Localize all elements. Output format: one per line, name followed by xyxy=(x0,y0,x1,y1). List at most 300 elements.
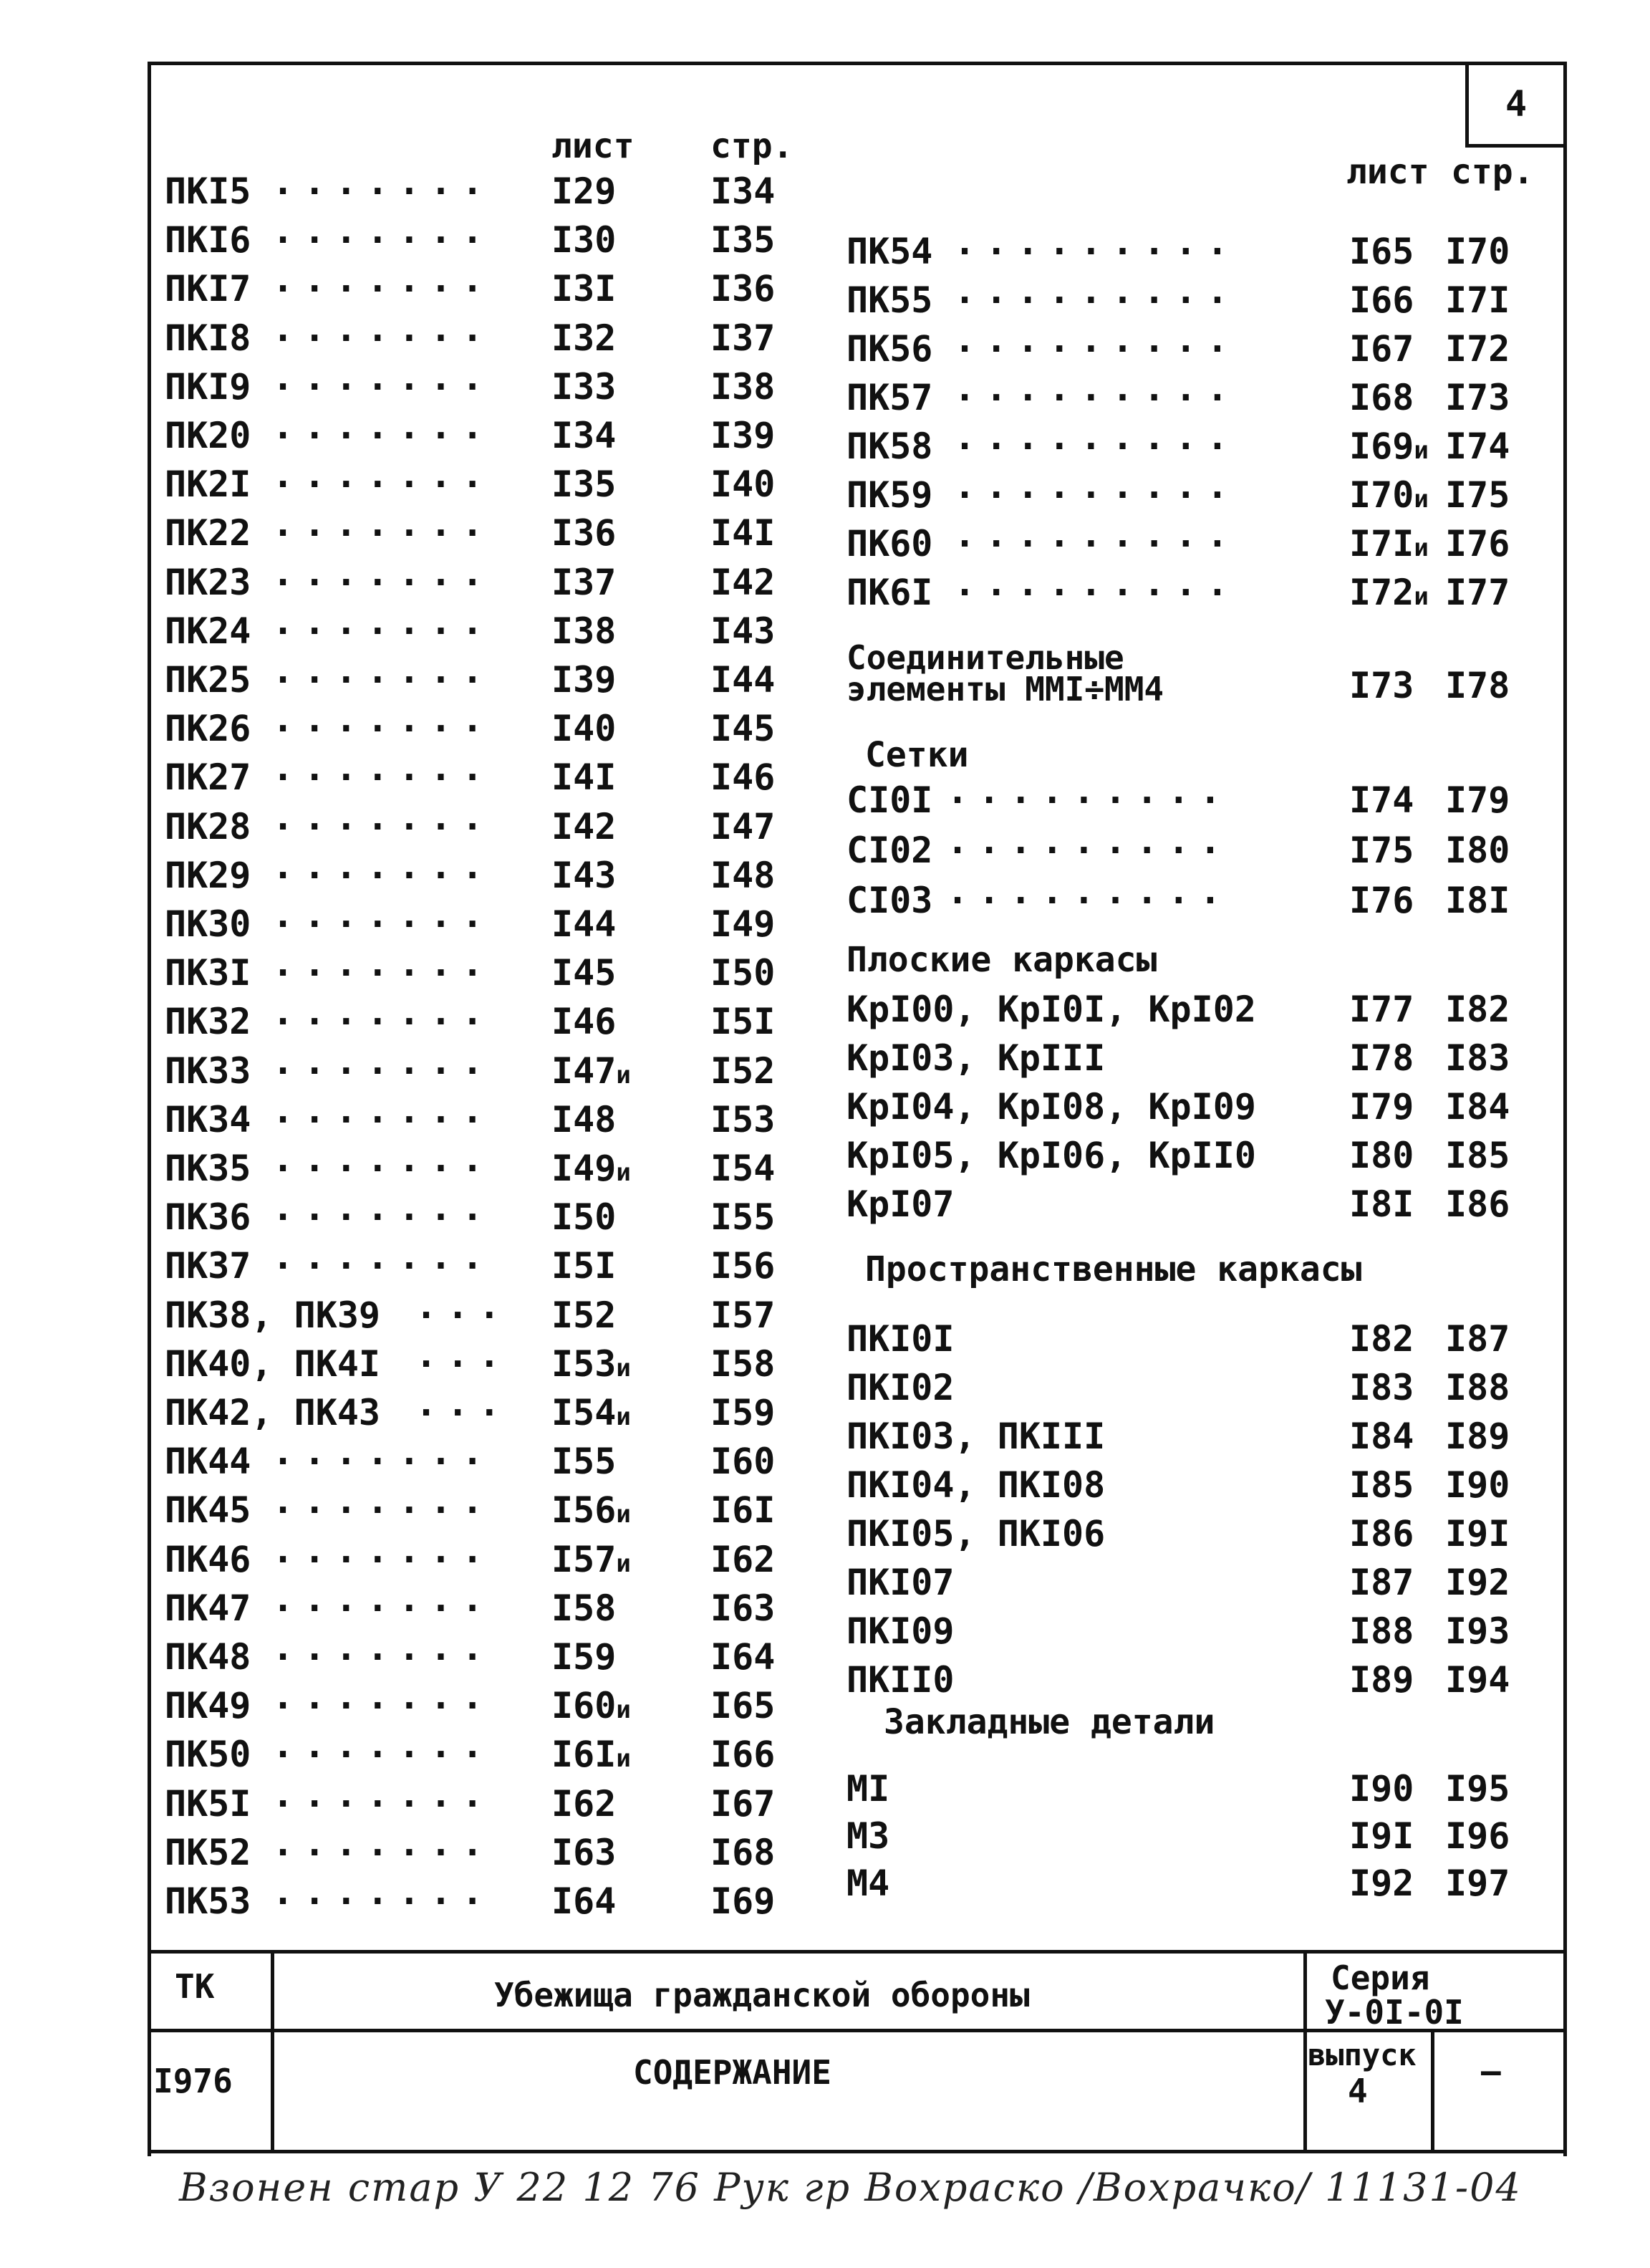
list-item xyxy=(846,1416,1563,1460)
sheet-suffix: и xyxy=(616,1060,631,1090)
item-sheet xyxy=(1349,1562,1414,1603)
item-sheet xyxy=(551,1245,616,1287)
dot-leaders: ······· xyxy=(272,365,493,408)
item-sheet xyxy=(551,708,616,749)
item-label: ПКI03, ПКIII xyxy=(846,1416,1106,1457)
sheet-suffix: и xyxy=(1414,485,1429,514)
sheet-number: I76 xyxy=(1349,880,1414,921)
dot-leaders: ······· xyxy=(272,708,493,750)
document-title: Убежища гражданской обороны xyxy=(494,1976,1030,2014)
item-sheet xyxy=(551,1587,616,1629)
sheet-suffix: и xyxy=(616,1158,631,1187)
list-item xyxy=(165,756,809,801)
item-sheet xyxy=(1349,474,1429,516)
list-item xyxy=(846,279,1563,324)
list-item xyxy=(165,268,809,312)
sheet-number: I92 xyxy=(1349,1863,1414,1904)
sheet-number: I48 xyxy=(551,1098,617,1140)
dot-leaders: ··· xyxy=(415,1342,511,1385)
item-label: ПК59 xyxy=(846,474,933,516)
sheet-number: I69 xyxy=(1349,426,1414,467)
item-page: I45 xyxy=(710,708,776,750)
item-label: ПК42, ПК43 xyxy=(165,1392,381,1433)
list-item xyxy=(165,1343,809,1388)
list-item xyxy=(846,1318,1563,1363)
sheet-number: I8I xyxy=(1349,1183,1414,1225)
item-page: I55 xyxy=(710,1196,776,1239)
sheet-number: I88 xyxy=(1349,1610,1414,1652)
list-item xyxy=(165,1832,809,1876)
item-sheet xyxy=(551,463,616,505)
item-sheet xyxy=(1349,989,1414,1030)
item-label: ПК29 xyxy=(165,854,251,896)
section-embedded-parts: Закладные детали xyxy=(884,1702,1215,1742)
item-label: ПК46 xyxy=(165,1538,251,1580)
list-item xyxy=(846,328,1563,373)
item-page: I65 xyxy=(710,1685,776,1727)
item-page: I46 xyxy=(710,756,776,799)
dot-leaders: ······· xyxy=(272,1880,493,1922)
dot-leaders: ······· xyxy=(272,1538,493,1580)
item-label: ПК53 xyxy=(165,1880,251,1922)
sheet-dash: – xyxy=(1481,2052,1501,2090)
list-item xyxy=(846,1367,1563,1411)
item-sheet xyxy=(1349,1086,1414,1128)
sheet-number: I30 xyxy=(551,219,617,261)
item-label: ПК55 xyxy=(846,279,933,321)
item-page: I97 xyxy=(1445,1863,1510,1904)
dot-leaders: ········· xyxy=(954,474,1238,516)
item-label: ПК58 xyxy=(846,426,933,467)
dot-leaders: ········· xyxy=(954,523,1238,564)
right-page-header: стр. xyxy=(1451,152,1534,192)
sheet-number: I38 xyxy=(551,610,617,652)
connecting-elements-row xyxy=(0,665,1650,709)
item-sheet xyxy=(551,903,616,945)
item-sheet xyxy=(551,1783,616,1825)
list-item xyxy=(165,1685,809,1729)
sheet-suffix: и xyxy=(1414,534,1429,562)
sheet-number: I6I xyxy=(551,1734,617,1776)
item-page: I7I xyxy=(1445,279,1510,321)
item-page: I76 xyxy=(1445,523,1510,564)
item-sheet xyxy=(551,170,616,212)
item-page: I37 xyxy=(710,317,776,359)
dot-leaders: ······· xyxy=(272,317,493,359)
dot-leaders: ······· xyxy=(272,805,493,847)
item-label: ПК22 xyxy=(165,512,251,554)
item-label: ПКI8 xyxy=(165,317,251,359)
list-item xyxy=(846,1863,1563,1907)
sheet-number: I34 xyxy=(551,415,617,456)
item-sheet xyxy=(551,562,616,603)
connecting-sheet: I73 xyxy=(1349,665,1414,706)
item-label: ПК34 xyxy=(165,1098,251,1140)
item-label: М3 xyxy=(846,1815,890,1857)
title-block-divider-left xyxy=(271,1950,274,2153)
sheet-number: I55 xyxy=(551,1441,617,1483)
list-item xyxy=(846,231,1563,275)
item-label: СI03 xyxy=(846,880,933,921)
sheet-number: I70 xyxy=(1349,474,1414,516)
dot-leaders: ······· xyxy=(272,170,493,212)
item-sheet xyxy=(1349,1863,1414,1904)
sheet-suffix: и xyxy=(1414,582,1429,611)
sheet-number: I78 xyxy=(1349,1037,1414,1079)
item-label: ПК47 xyxy=(165,1587,251,1629)
item-page: I47 xyxy=(710,805,776,847)
dot-leaders: ······· xyxy=(272,952,493,994)
list-item xyxy=(846,523,1563,567)
sheet-number: I46 xyxy=(551,1001,617,1043)
list-item xyxy=(846,1610,1563,1655)
list-item xyxy=(846,1037,1563,1082)
dot-leaders: ······· xyxy=(272,512,493,554)
item-sheet xyxy=(551,1099,616,1140)
item-label: ПК37 xyxy=(165,1245,251,1287)
sheet-number: I3I xyxy=(551,268,617,310)
item-label: КрI07 xyxy=(846,1183,955,1225)
item-sheet xyxy=(1349,1037,1414,1079)
item-label: ПК35 xyxy=(165,1148,251,1189)
dot-leaders: ······· xyxy=(272,903,493,945)
item-sheet xyxy=(551,1539,631,1580)
item-sheet xyxy=(1349,1610,1414,1652)
item-sheet xyxy=(551,855,616,896)
item-label: ПК44 xyxy=(165,1441,251,1483)
list-item xyxy=(165,1099,809,1143)
sheet-number: I82 xyxy=(1349,1318,1414,1360)
item-page: I54 xyxy=(710,1148,776,1189)
item-label: ПК50 xyxy=(165,1734,251,1776)
sheet-number: I53 xyxy=(551,1342,617,1385)
series-label: Серия xyxy=(1331,1959,1430,1997)
item-page: I49 xyxy=(710,903,776,945)
list-item xyxy=(165,952,809,996)
item-sheet xyxy=(1349,523,1429,564)
dot-leaders: ······· xyxy=(272,659,493,701)
item-sheet xyxy=(1349,377,1414,418)
item-page: I59 xyxy=(710,1392,776,1433)
item-sheet xyxy=(551,512,616,554)
item-sheet xyxy=(1349,1367,1414,1408)
item-label: СI02 xyxy=(846,830,933,871)
item-sheet xyxy=(1349,231,1414,272)
list-item xyxy=(846,1086,1563,1130)
item-label: ПК24 xyxy=(165,610,251,652)
list-item xyxy=(165,1734,809,1778)
list-item xyxy=(165,1636,809,1681)
item-label: ПК56 xyxy=(846,328,933,370)
sheet-number: I62 xyxy=(551,1782,617,1825)
list-item xyxy=(846,1513,1563,1557)
dot-leaders: ······· xyxy=(272,1245,493,1287)
list-item xyxy=(165,1489,809,1534)
item-label: ПК60 xyxy=(846,523,933,564)
item-label: ПК57 xyxy=(846,377,933,418)
item-sheet xyxy=(1349,880,1414,921)
item-sheet xyxy=(1349,1183,1414,1225)
item-label: ПК26 xyxy=(165,708,251,750)
right-sheet-header: лист xyxy=(1346,152,1429,192)
sheet-number: I32 xyxy=(551,317,617,359)
sheet-suffix: и xyxy=(616,1353,631,1383)
issue-label: выпуск xyxy=(1308,2037,1417,2072)
item-sheet xyxy=(551,1880,616,1922)
item-label: ПКI09 xyxy=(846,1610,955,1652)
list-item xyxy=(165,1783,809,1827)
list-item xyxy=(165,562,809,606)
sheet-number: I89 xyxy=(1349,1659,1414,1701)
dot-leaders: ········· xyxy=(954,377,1238,418)
item-label: ПКII0 xyxy=(846,1659,955,1701)
list-item xyxy=(165,903,809,948)
sheet-number: I43 xyxy=(551,854,617,896)
sheet-suffix: и xyxy=(616,1549,631,1578)
item-page: I52 xyxy=(710,1049,776,1092)
item-page: I4I xyxy=(710,512,776,554)
list-item xyxy=(165,1587,809,1632)
item-sheet xyxy=(551,1636,616,1678)
sheet-number: I64 xyxy=(551,1880,617,1922)
item-page: I67 xyxy=(710,1782,776,1825)
item-sheet xyxy=(1349,1464,1414,1506)
item-page: I44 xyxy=(710,659,776,701)
list-item xyxy=(846,474,1563,519)
list-item xyxy=(846,779,1563,824)
sheet-number: I52 xyxy=(551,1294,617,1336)
list-item xyxy=(846,1815,1563,1860)
list-item xyxy=(165,463,809,508)
dot-leaders: ··· xyxy=(415,1294,511,1336)
section-subtitle: СОДЕРЖАНИЕ xyxy=(633,2053,831,2092)
dot-leaders: ··· xyxy=(415,1392,511,1433)
item-page: I79 xyxy=(1445,779,1510,821)
item-sheet xyxy=(1349,1318,1414,1360)
list-item xyxy=(165,1001,809,1045)
dot-leaders: ······· xyxy=(272,1489,493,1532)
list-item xyxy=(165,1539,809,1583)
list-item xyxy=(165,415,809,459)
sheet-number: I9I xyxy=(1349,1815,1414,1857)
item-label: ПК3I xyxy=(165,952,251,994)
dot-leaders: ······· xyxy=(272,268,493,310)
sheet-number: I33 xyxy=(551,365,617,408)
connecting-line-2: элементы ММI÷ММ4 xyxy=(846,670,1164,708)
connecting-page: I78 xyxy=(1445,665,1510,706)
sheet-number: I40 xyxy=(551,708,617,750)
list-item xyxy=(846,1562,1563,1606)
dot-leaders: ······· xyxy=(272,1001,493,1043)
sheet-number: I59 xyxy=(551,1636,617,1678)
item-label: ПКI7 xyxy=(165,268,251,310)
list-item xyxy=(846,426,1563,470)
dot-leaders: ······· xyxy=(272,1196,493,1239)
dot-leaders: ······· xyxy=(272,1831,493,1873)
item-page: I42 xyxy=(710,561,776,603)
sheet-number: I85 xyxy=(1349,1464,1414,1506)
item-page: I68 xyxy=(710,1831,776,1873)
item-label: ПК20 xyxy=(165,415,251,456)
item-sheet xyxy=(1349,1815,1414,1857)
list-item xyxy=(846,1135,1563,1179)
sheet-number: I67 xyxy=(1349,328,1414,370)
item-page: I56 xyxy=(710,1245,776,1287)
sheet-number: I79 xyxy=(1349,1086,1414,1128)
list-item xyxy=(165,1050,809,1095)
item-sheet xyxy=(551,1734,631,1775)
item-page: I90 xyxy=(1445,1464,1510,1506)
item-page: I70 xyxy=(1445,231,1510,272)
item-page: I36 xyxy=(710,268,776,310)
item-sheet xyxy=(551,1196,616,1238)
sheet-number: I49 xyxy=(551,1148,617,1189)
item-label: М4 xyxy=(846,1863,890,1904)
list-item xyxy=(846,1659,1563,1704)
item-label: ПК6I xyxy=(846,572,933,613)
list-item xyxy=(165,317,809,362)
item-label: ПКI07 xyxy=(846,1562,955,1603)
section-spatial-frames: Пространственные каркасы xyxy=(865,1249,1362,1289)
item-sheet xyxy=(551,1392,631,1433)
dot-leaders: ······· xyxy=(272,561,493,603)
sheet-number: I90 xyxy=(1349,1768,1414,1810)
sheet-number: I84 xyxy=(1349,1416,1414,1457)
dot-leaders: ········· xyxy=(947,779,1231,821)
sheet-suffix: и xyxy=(616,1403,631,1431)
year: I976 xyxy=(153,2062,233,2100)
sheet-number: I5I xyxy=(551,1245,617,1287)
dot-leaders: ········· xyxy=(954,572,1238,613)
item-label: ПКI04, ПКI08 xyxy=(846,1464,1106,1506)
item-label: ПК45 xyxy=(165,1489,251,1532)
item-page: I73 xyxy=(1445,377,1510,418)
dot-leaders: ······· xyxy=(272,1734,493,1776)
item-page: I9I xyxy=(1445,1513,1510,1555)
item-label: ПК52 xyxy=(165,1831,251,1873)
item-sheet xyxy=(1349,1513,1414,1555)
item-label: СI0I xyxy=(846,779,933,821)
item-sheet xyxy=(551,1148,631,1189)
item-page: I96 xyxy=(1445,1815,1510,1857)
item-sheet xyxy=(1349,279,1414,321)
dot-leaders: ······· xyxy=(272,1587,493,1629)
title-block-divider-issue xyxy=(1431,2029,1434,2153)
item-page: I34 xyxy=(710,170,776,212)
sheet-number: I44 xyxy=(551,903,617,945)
sheet-number: I60 xyxy=(551,1685,617,1727)
item-sheet xyxy=(551,1441,616,1482)
sheet-number: I4I xyxy=(551,756,617,799)
dot-leaders: ······· xyxy=(272,610,493,652)
dot-leaders: ········· xyxy=(954,426,1238,467)
sheet-number: I72 xyxy=(1349,572,1414,613)
sheet-number: I42 xyxy=(551,805,617,847)
item-label: ПК36 xyxy=(165,1196,251,1239)
item-page: I75 xyxy=(1445,474,1510,516)
item-page: I69 xyxy=(710,1880,776,1922)
item-page: I77 xyxy=(1445,572,1510,613)
connecting-line-1: Соединительные xyxy=(846,638,1124,677)
list-item xyxy=(165,512,809,557)
list-item xyxy=(165,806,809,850)
item-sheet xyxy=(1349,830,1414,871)
item-sheet xyxy=(551,1050,631,1092)
item-page: I6I xyxy=(710,1489,776,1532)
dot-leaders: ······· xyxy=(272,219,493,261)
sheet-number: I68 xyxy=(1349,377,1414,418)
list-item xyxy=(165,366,809,410)
item-label: КрI00, КрI0I, КрI02 xyxy=(846,989,1256,1030)
item-page: I88 xyxy=(1445,1367,1510,1408)
item-page: I62 xyxy=(710,1538,776,1580)
item-sheet xyxy=(1349,779,1414,821)
item-sheet xyxy=(551,756,616,798)
dot-leaders: ······· xyxy=(272,1441,493,1483)
item-sheet xyxy=(551,1832,616,1873)
dot-leaders: ······· xyxy=(272,1685,493,1727)
item-sheet xyxy=(551,610,616,652)
dot-leaders: ······· xyxy=(272,854,493,896)
item-label: ПК5I xyxy=(165,1782,251,1825)
list-item xyxy=(165,1245,809,1289)
item-page: I43 xyxy=(710,610,776,652)
item-sheet xyxy=(1349,1416,1414,1457)
item-label: ПК48 xyxy=(165,1636,251,1678)
item-label: ПКI5 xyxy=(165,170,251,212)
item-page: I86 xyxy=(1445,1183,1510,1225)
item-sheet xyxy=(551,1489,631,1531)
item-page: I72 xyxy=(1445,328,1510,370)
sheet-number: I75 xyxy=(1349,830,1414,871)
item-page: I5I xyxy=(710,1001,776,1043)
item-sheet xyxy=(551,366,616,408)
sheet-number: I74 xyxy=(1349,779,1414,821)
item-label: ПК38, ПК39 xyxy=(165,1294,381,1336)
item-page: I8I xyxy=(1445,880,1510,921)
item-page: I66 xyxy=(710,1734,776,1776)
item-page: I85 xyxy=(1445,1135,1510,1176)
sheet-number: I83 xyxy=(1349,1367,1414,1408)
item-page: I64 xyxy=(710,1636,776,1678)
dot-leaders: ······· xyxy=(272,415,493,456)
dot-leaders: ········· xyxy=(954,231,1238,272)
dot-leaders: ········· xyxy=(947,830,1231,871)
sheet-number: I87 xyxy=(1349,1562,1414,1603)
sheet-number: I39 xyxy=(551,659,617,701)
item-sheet xyxy=(551,415,616,456)
sheet-number: I36 xyxy=(551,512,617,554)
sheet-number: I50 xyxy=(551,1196,617,1239)
sheet-number: I63 xyxy=(551,1831,617,1873)
item-label: ПК23 xyxy=(165,561,251,603)
list-item xyxy=(165,1880,809,1925)
item-page: I80 xyxy=(1445,830,1510,871)
item-label: ПКI6 xyxy=(165,219,251,261)
left-sheet-header: лист xyxy=(551,126,635,166)
dot-leaders: ······· xyxy=(272,463,493,506)
item-page: I92 xyxy=(1445,1562,1510,1603)
item-page: I39 xyxy=(710,415,776,456)
item-sheet xyxy=(551,806,616,847)
sheet-number: I56 xyxy=(551,1489,617,1532)
sheet-suffix: и xyxy=(1414,436,1429,465)
sheet-number: I7I xyxy=(1349,523,1414,564)
section-flat-frames: Плоские каркасы xyxy=(846,940,1157,980)
sheet-number: I47 xyxy=(551,1049,617,1092)
item-label: ПК27 xyxy=(165,756,251,799)
list-item xyxy=(846,989,1563,1033)
